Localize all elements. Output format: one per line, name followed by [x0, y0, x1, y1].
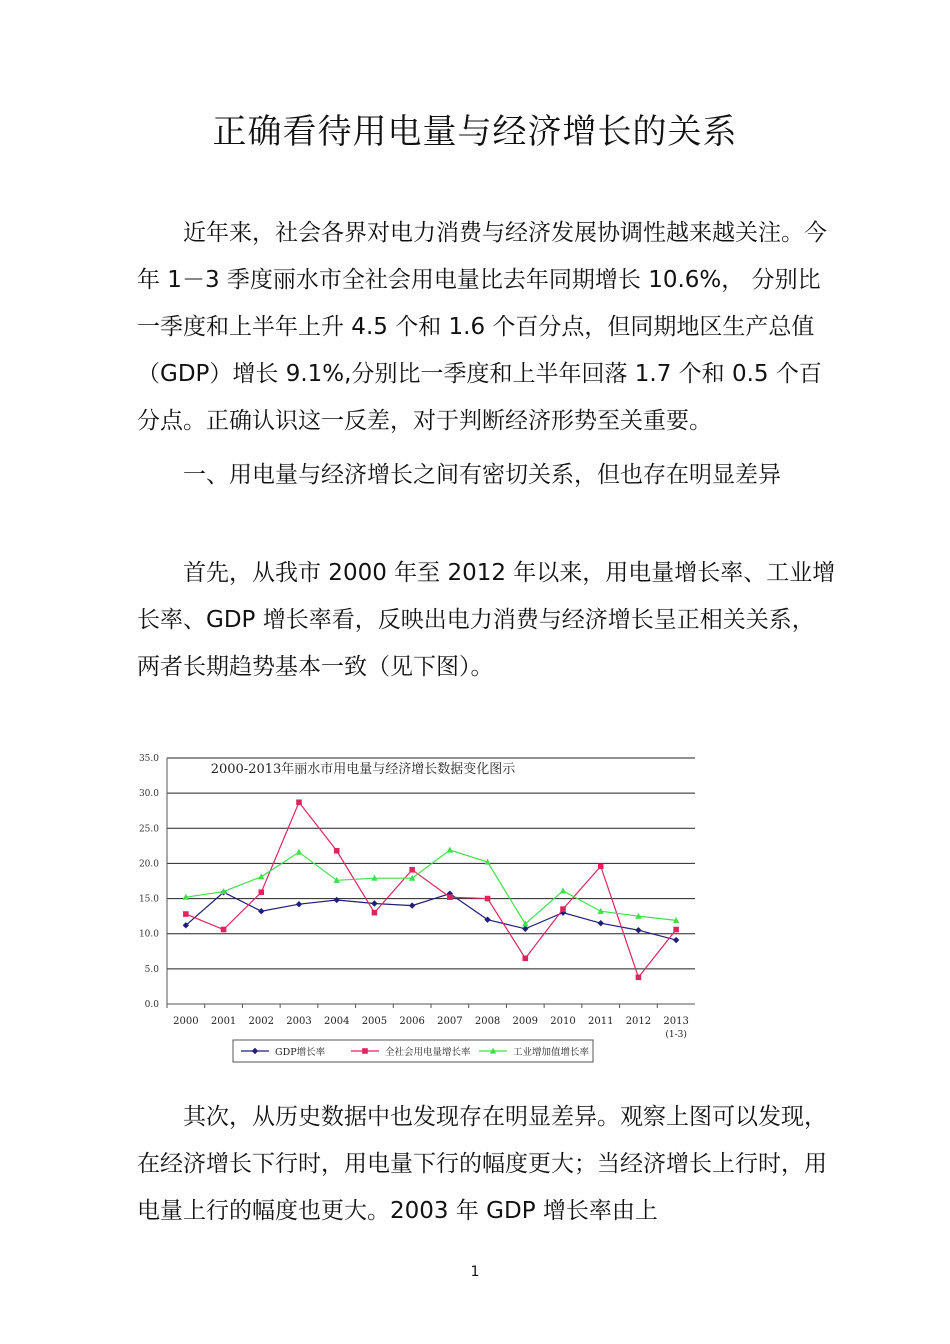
x-tick-label: 2003 — [286, 1016, 312, 1027]
data-point — [258, 873, 264, 879]
data-point — [560, 906, 566, 912]
data-point — [598, 908, 604, 914]
x-tick-label: 2010 — [550, 1016, 576, 1027]
x-tick-label: 2005 — [361, 1016, 388, 1027]
x-tick-label: 2013 — [663, 1016, 689, 1027]
data-point — [258, 908, 264, 914]
data-point — [296, 901, 302, 907]
data-point — [598, 863, 604, 869]
y-tick-label: 35.0 — [138, 754, 159, 764]
data-point — [183, 911, 189, 917]
data-point — [334, 897, 340, 903]
x-tick-label: 2007 — [437, 1016, 463, 1027]
data-point — [372, 910, 378, 916]
legend-marker — [362, 1048, 368, 1054]
y-tick-label: 10.0 — [138, 929, 159, 940]
y-tick-label: 0.0 — [144, 1000, 159, 1010]
data-point — [409, 902, 415, 908]
data-point — [673, 927, 679, 933]
data-point — [485, 896, 491, 902]
document-title: 正确看待用电量与经济增长的关系 — [212, 112, 738, 152]
paragraph-second: 其次，从历史数据中也发现存在明显差异。观察上图可以发现，在经济增长下行时，用电量下行的幅度更大；当经济增长上行时，用电量上行的幅度也更大。2003 年 GDP 增长率由上 — [137, 1104, 827, 1224]
y-tick-label: 5.0 — [144, 964, 159, 975]
x-tick-label: 2000 — [173, 1016, 199, 1027]
paragraph-intro: 近年来，社会各界对电力消费与经济发展协调性越来越关注。今年 1－3 季度丽水市全社会用电量比去年同期增长 10.6%， 分别比一季度和上半年上升 4.5 个和 1.6 个百分点，但同期地区生产总值（GDP）增长 9.1%,分别比一季度和上半年回落 1.7 个和 0.5 个百分点。正确认识这一反差，对于判断经济形势至关重要。 — [137, 220, 827, 434]
data-point — [296, 799, 302, 805]
series-line — [186, 892, 676, 940]
data-point — [371, 900, 377, 906]
growth-line-chart — [120, 742, 710, 1072]
x-tick-label: 2006 — [399, 1016, 425, 1027]
x-tick-label: 2002 — [248, 1016, 275, 1027]
data-point — [598, 920, 604, 926]
x-tick-label: 2011 — [587, 1016, 614, 1027]
x-tick-label: 2009 — [512, 1016, 539, 1027]
y-tick-label: 30.0 — [138, 789, 159, 800]
x-tick-label: 2012 — [625, 1016, 652, 1027]
data-point — [447, 847, 453, 853]
legend-label: 工业增加值增长率 — [513, 1047, 590, 1058]
y-tick-label: 25.0 — [138, 824, 159, 835]
data-point — [258, 889, 264, 895]
chart-title: 2000-2013年丽水市用电量与经济增长数据变化图示 — [210, 762, 516, 777]
data-point — [447, 894, 453, 900]
data-point — [522, 956, 528, 962]
y-tick-label: 20.0 — [138, 859, 159, 870]
page-number: 1 — [470, 1264, 480, 1280]
legend-label: 全社会用电量增长率 — [385, 1047, 471, 1058]
x-tick-label: 2004 — [323, 1016, 350, 1027]
data-point — [673, 937, 679, 943]
data-point — [296, 849, 302, 855]
section-heading-1: 一、用电量与经济增长之间有密切关系，但也存在明显差异 — [183, 462, 781, 488]
data-point — [522, 926, 528, 932]
chart-svg — [120, 742, 710, 1072]
data-point — [636, 974, 642, 980]
legend-label: GDP增长率 — [275, 1047, 326, 1058]
y-tick-label: 15.0 — [138, 894, 159, 905]
data-point — [409, 867, 415, 873]
data-point — [560, 887, 566, 893]
x-tick-sublabel: (1-3) — [665, 1030, 687, 1040]
data-point — [635, 927, 641, 933]
x-tick-label: 2001 — [210, 1016, 237, 1027]
data-point — [334, 848, 340, 854]
x-tick-label: 2008 — [474, 1016, 501, 1027]
data-point — [221, 927, 227, 933]
paragraph-first: 首先，从我市 2000 年至 2012 年以来，用电量增长率、工业增长率、GDP 增长率看，反映出电力消费与经济增长呈正相关关系，两者长期趋势基本一致（见下图）。 — [137, 560, 836, 680]
